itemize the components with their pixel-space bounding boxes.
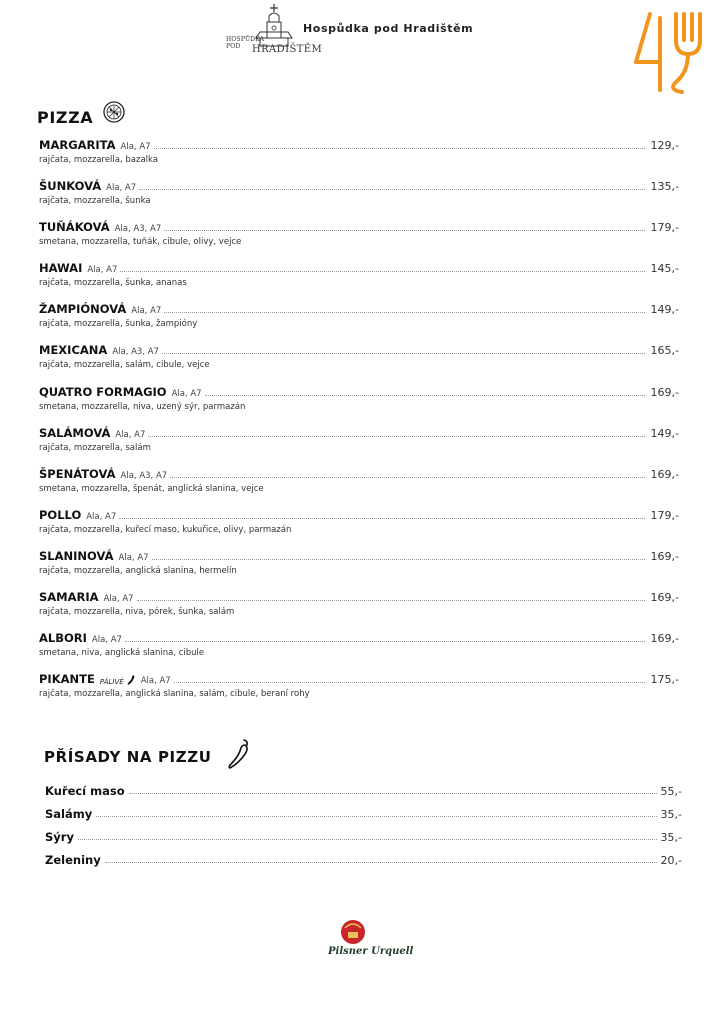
item-name: ŠUNKOVÁ: [39, 179, 102, 194]
item-description: rajčata, mozzarella, niva, pórek, šunka, salám: [39, 607, 235, 618]
addition-item: [45, 775, 682, 798]
item-description: rajčata, mozzarella, šunka, ananas: [39, 278, 187, 289]
item-description: rajčata, mozzarella, anglická slanina, salám, cibule, beraní rohy: [39, 689, 310, 700]
item-allergens: Ala, A3, A7: [114, 224, 162, 235]
dot-leader: [148, 435, 645, 437]
item-description: rajčata, mozzarella, kuřecí maso, kukuřice, olivy, parmazán: [39, 524, 292, 535]
item-description: rajčata, mozzarella, salám, cibule, vejce: [39, 360, 210, 371]
item-allergens: Ala, A7: [115, 429, 146, 440]
dot-leader: [105, 862, 657, 863]
item-allergens: Ala, A7: [118, 552, 149, 563]
menu-item: [39, 177, 679, 218]
menu-item: [39, 424, 679, 465]
item-allergens: Ala, A7: [91, 635, 122, 646]
item-allergens: Ala, A7: [120, 142, 151, 152]
item-name: MEXICANA: [39, 343, 108, 358]
addition-item: [45, 844, 682, 867]
menu-item: [39, 588, 679, 629]
item-price: 175,-: [650, 673, 679, 687]
item-name: HAWAI: [39, 261, 83, 276]
addition-item: [45, 798, 682, 821]
page-header: [0, 0, 720, 100]
item-description: rajčata, mozzarella, šunka, žampióny: [39, 319, 198, 330]
menu-item: [39, 383, 679, 424]
addition-item: [45, 821, 682, 844]
additions-list: [45, 775, 682, 867]
item-price: 179,-: [650, 508, 679, 522]
dot-leader: [119, 517, 645, 519]
item-allergens: Ala, A3, A7: [120, 470, 168, 481]
pilsner-logo-text: Pilsner Urquell: [328, 946, 414, 957]
item-description: smetana, niva, anglická slanina, cibule: [39, 648, 205, 659]
logo-small-text: HOSPŮDKA POD: [226, 36, 265, 50]
dot-leader: [139, 188, 645, 190]
item-price: 149,-: [650, 426, 679, 440]
dot-leader: [162, 352, 645, 354]
item-allergens: Ala, A7: [131, 306, 162, 317]
item-name: TUŇÁKOVÁ: [39, 220, 110, 235]
item-allergens: Ala, A7: [140, 676, 171, 687]
menu-item: [39, 136, 679, 177]
menu-item: [39, 465, 679, 506]
item-description: rajčata, mozzarella, šunka: [39, 196, 151, 207]
addition-price: 35,-: [660, 808, 682, 821]
addition-price: 55,-: [660, 785, 682, 798]
dot-leader: [205, 394, 645, 396]
item-price: 169,-: [650, 591, 679, 605]
dot-leader: [96, 816, 656, 817]
dot-leader: [129, 793, 657, 794]
pilsner-logo-icon: [322, 918, 406, 968]
dot-leader: [120, 270, 645, 272]
item-name: ŠPENÁTOVÁ: [39, 466, 116, 481]
chili-icon: [126, 674, 136, 686]
dot-leader: [164, 311, 645, 313]
item-price: 179,-: [650, 221, 679, 235]
item-name: PIKANTE: [39, 672, 95, 687]
menu-item: [39, 547, 679, 588]
item-price: 129,-: [650, 139, 679, 152]
addition-name: Sýry: [45, 830, 74, 844]
item-name: SALÁMOVÁ: [39, 425, 111, 440]
addition-price: 35,-: [660, 831, 682, 844]
dot-leader: [164, 229, 645, 231]
pizza-icon: [102, 100, 126, 124]
item-price: 169,-: [650, 549, 679, 563]
item-description: rajčata, mozzarella, salám: [39, 442, 151, 453]
dot-leader: [174, 681, 645, 683]
item-name: ALBORI: [39, 631, 87, 646]
item-description: smetana, mozzarella, niva, uzený sýr, parmazán: [39, 401, 246, 412]
dot-leader: [78, 839, 657, 840]
additions-section-title: PŘÍSADY NA PIZZU: [44, 748, 212, 766]
item-description: rajčata, mozzarella, bazalka: [39, 155, 158, 165]
menu-item: [39, 341, 679, 382]
item-price: 149,-: [650, 303, 679, 317]
item-name: SAMARIA: [39, 590, 99, 605]
item-price: 169,-: [650, 467, 679, 481]
menu-item: [39, 218, 679, 259]
menu-item: [39, 670, 679, 711]
dot-leader: [125, 640, 645, 642]
item-allergens: Ala, A7: [106, 183, 137, 194]
item-price: 145,-: [650, 262, 679, 276]
pizza-list: [39, 136, 679, 711]
dot-leader: [137, 599, 645, 601]
pizza-section-title: PIZZA: [37, 108, 94, 127]
logo-big-text: HRADIŠTĚM: [252, 44, 323, 55]
addition-name: Zeleniny: [45, 853, 101, 867]
menu-item: [39, 259, 679, 300]
item-price: 165,-: [650, 344, 679, 358]
item-name: ŽAMPIÓNOVÁ: [39, 302, 127, 317]
menu-item: [39, 629, 679, 670]
fork-mark-icon: [632, 10, 704, 94]
dot-leader: [152, 558, 645, 560]
addition-name: Salámy: [45, 807, 93, 821]
item-price: 169,-: [650, 632, 679, 646]
item-price: 135,-: [650, 180, 679, 194]
dot-leader: [154, 147, 645, 149]
item-description: rajčata, mozzarella, anglická slanina, hermelín: [39, 565, 237, 576]
chili-icon: [226, 738, 252, 770]
dot-leader: [170, 476, 645, 478]
addition-price: 20,-: [660, 854, 682, 867]
restaurant-name: Hospůdka pod Hradištěm: [303, 22, 474, 35]
menu-item: [39, 300, 679, 341]
item-name: POLLO: [39, 507, 82, 522]
spicy-label: PÁLIVÉ: [99, 678, 124, 687]
item-description: smetana, mozzarella, tuňák, cibule, olivy, vejce: [39, 237, 242, 248]
item-allergens: Ala, A3, A7: [112, 347, 159, 358]
item-allergens: Ala, A7: [103, 594, 134, 605]
item-name: MARGARITA: [39, 138, 116, 152]
item-name: QUATRO FORMAGIO: [39, 384, 167, 399]
item-description: smetana, mozzarella, špenát, anglická slanina, vejce: [39, 483, 264, 494]
menu-item: [39, 506, 679, 547]
item-allergens: Ala, A7: [86, 511, 117, 522]
item-allergens: Ala, A7: [171, 388, 202, 399]
item-price: 169,-: [650, 385, 679, 399]
item-allergens: Ala, A7: [87, 265, 118, 276]
addition-name: Kuřecí maso: [45, 784, 125, 798]
item-name: SLANINOVÁ: [39, 548, 114, 563]
